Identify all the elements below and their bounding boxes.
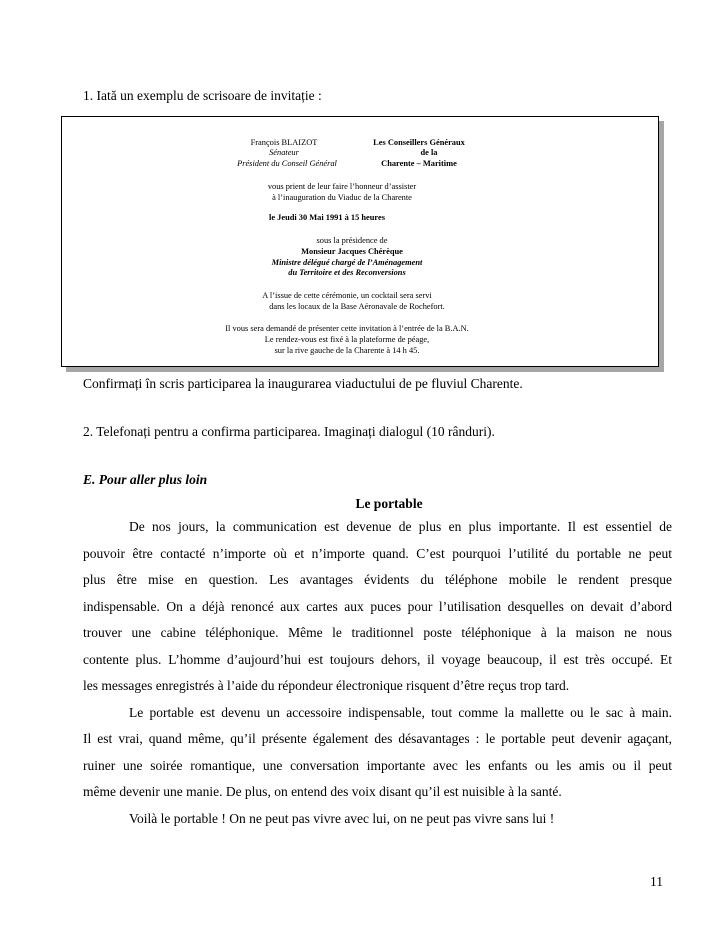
host-title: Sénateur — [269, 148, 299, 157]
notice-line-3: sur la rive gauche de la Charente à 14 h 45. — [274, 346, 420, 355]
confirm-instruction: Confirmați în scris participarea la inaugurarea viaductului de pe fluviul Charente. — [83, 376, 523, 391]
council-line-3: Charente – Maritime — [381, 159, 457, 168]
p1-line-7: les messages enregistrés à l’aide du répondeur électronique risquent d’être reçus trop tard. — [83, 678, 570, 693]
article-body — [83, 514, 672, 832]
exercise-1-instruction: 1. Iată un exemplu de scrisoare de invitație : — [83, 88, 322, 103]
p1-line-4: indispensable. On a déjà renoncé aux cartes aux puces pour l’utilisation desquelles on devait d’abord — [83, 598, 672, 614]
p1-line-1: De nos jours, la communication est devenue de plus en plus importante. Il est essentiel de — [129, 519, 672, 534]
p1-line-5: trouver une cabine téléphonique. Même le traditionnel poste téléphonique à la maison ne nous — [83, 625, 672, 640]
event-date: le Jeudi 30 Mai 1991 à 15 heures — [269, 213, 385, 222]
p2-line-4: même devenir une manie. De plus, on entend des voix disant qu’il est nuisible à la santé. — [83, 784, 562, 799]
guest-role-2: du Territoire et des Reconversions — [288, 268, 406, 277]
request-line-1: vous prient de leur faire l’honneur d’assister — [267, 182, 417, 191]
p1-line-3: plus être mise en question. Les avantages évidents du téléphone mobile le rendent presque — [83, 572, 672, 587]
cocktail-line-1: A l’issue de cette cérémonie, un cocktail sera servi — [262, 291, 432, 300]
request-line-2: à l’inauguration du Viaduc de la Charente — [272, 193, 412, 202]
p2-line-1: Le portable est devenu un accessoire indispensable, tout comme la mallette ou le sac à main. — [129, 704, 672, 720]
cocktail-line-2: dans les locaux de la Base Aéronavale de Rochefort. — [269, 302, 445, 311]
section-heading: E. Pour aller plus loin — [83, 472, 208, 487]
p2-line-3: ruiner une soirée romantique, une conversation importante avec les enfants ou les amis ou il peut — [83, 757, 672, 773]
presidency-line: sous la présidence de — [316, 236, 388, 245]
exercise-2-instruction: 2. Telefonați pentru a confirma participarea. Imaginați dialogul (10 rânduri). — [83, 424, 495, 439]
p1-line-6: contente plus. L’homme d’aujourd’hui est toujours dehors, il voyage beaucoup, il est très occupé. Et — [83, 651, 672, 667]
article-title: Le portable — [355, 496, 423, 511]
council-line-1: Les Conseillers Généraux — [373, 138, 465, 147]
p3-line-1: Voilà le portable ! On ne peut pas vivre avec lui, on ne peut pas vivre sans lui ! — [129, 810, 555, 826]
notice-line-2: Le rendez-vous est fixé à la plateforme de péage, — [264, 335, 430, 344]
notice-line-1: Il vous sera demandé de présenter cette invitation à l’entrée de la B.A.N. — [225, 324, 469, 333]
host-role: Président du Conseil Général — [237, 159, 337, 168]
p1-line-2: pouvoir être contacté n’importe où et n’importe quand. C’est pourquoi l’utilité du portable ne peut — [83, 545, 672, 561]
host-name: François BLAIZOT — [250, 138, 318, 147]
p2-line-2: Il est vrai, quand même, qu’il présente également des désavantages : le portable peut devenir agaçant, — [83, 731, 672, 746]
page-number: 11 — [650, 874, 663, 889]
council-line-2: de la — [420, 148, 438, 157]
guest-role-1: Ministre délégué chargé de l’Aménagement — [271, 258, 423, 267]
guest-name: Monsieur Jacques Chérèque — [301, 247, 403, 256]
invitation-box — [61, 116, 659, 367]
